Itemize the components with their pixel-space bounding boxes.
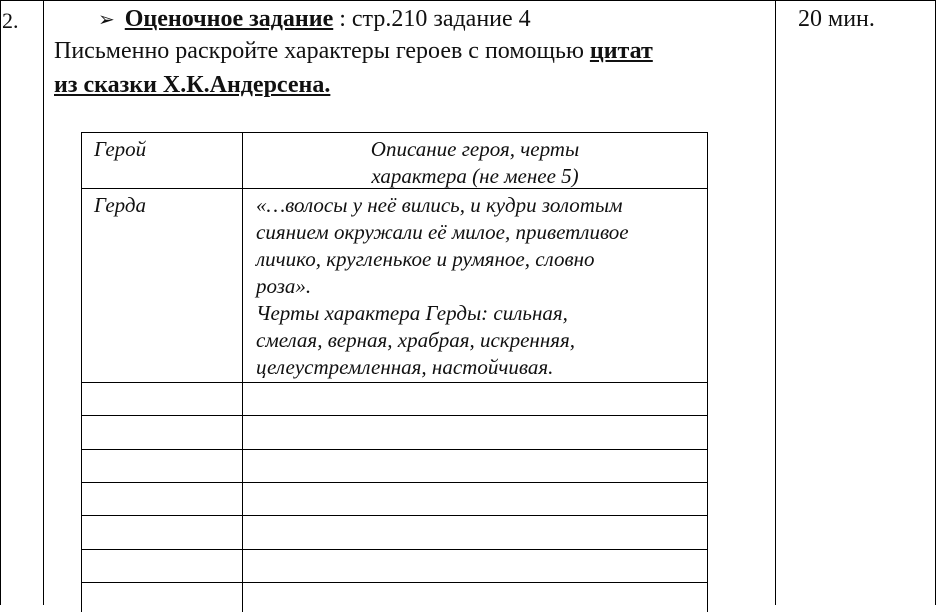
header-hero: Герой — [94, 137, 147, 161]
hero-name-gerda: Герда — [94, 193, 146, 217]
description-line: сиянием окружали её милое, приветливое — [256, 220, 629, 244]
instruction-text: Письменно раскройте характеры героев с помощью — [54, 38, 590, 64]
heroes-table-row-rule — [81, 449, 708, 450]
task-title: Оценочное задание — [124, 6, 334, 32]
instruction-emphasis-2: из сказки Х.К.Андерсена. — [54, 72, 331, 98]
instruction-line-2 — [54, 72, 330, 99]
header-description — [244, 136, 706, 190]
description-line: смелая, верная, храбрая, искренняя, — [256, 328, 576, 352]
heroes-table-row-rule — [81, 382, 708, 383]
instruction-emphasis-1: цитат — [589, 38, 653, 64]
row-number: 2. — [2, 8, 19, 33]
header-description-line: характера (не менее 5) — [371, 164, 579, 188]
header-description-line: Описание героя, черты — [370, 137, 580, 161]
outer-border-left — [0, 0, 1, 605]
heroes-table-row-rule — [81, 482, 708, 483]
heroes-table-row-rule — [81, 582, 708, 583]
description-line: Черты характера Герды: сильная, — [256, 301, 568, 325]
heroes-table-row-rule — [81, 515, 708, 516]
outer-divider-time — [775, 0, 776, 605]
outer-divider-number — [43, 0, 44, 605]
description-line: целеустремленная, настойчивая. — [256, 355, 554, 379]
task-heading — [98, 6, 531, 33]
outer-border-top — [0, 0, 936, 1]
hero-description-gerda — [256, 192, 706, 381]
description-line: роза». — [256, 274, 312, 298]
task-reference: : стр.210 задание 4 — [333, 6, 531, 32]
description-line: личико, кругленькое и румяное, словно — [256, 247, 595, 271]
time-estimate: 20 мин. — [798, 6, 875, 32]
arrow-bullet-icon: ➢ — [98, 7, 115, 31]
instruction-line-1 — [54, 38, 653, 65]
description-line: «…волосы у неё вились, и кудри золотым — [256, 193, 623, 217]
heroes-table-row-rule — [81, 415, 708, 416]
heroes-table-row-rule — [81, 549, 708, 550]
heroes-table-column-divider — [242, 132, 243, 612]
